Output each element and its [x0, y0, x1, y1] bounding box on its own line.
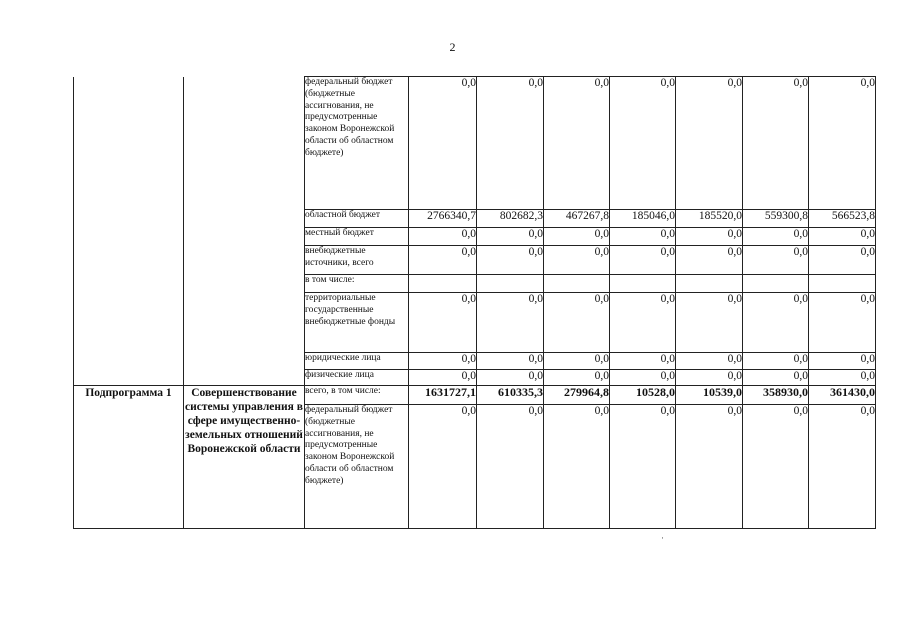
- value-cell: 185520,0: [676, 210, 743, 228]
- value-cell: 0,0: [743, 370, 809, 386]
- value-cell: 559300,8: [743, 210, 809, 228]
- value-cell: [809, 275, 876, 293]
- value-cell: 802682,3: [477, 210, 544, 228]
- scan-speck: ·: [661, 533, 664, 543]
- value-cell: 0,0: [809, 228, 876, 246]
- value-cell: 1631727,1: [409, 386, 477, 405]
- source-label: местный бюджет: [305, 228, 409, 246]
- value-cell: 0,0: [544, 246, 610, 275]
- value-cell: 0,0: [743, 77, 809, 210]
- value-cell: 0,0: [477, 293, 544, 353]
- title-cell-empty: [184, 77, 305, 386]
- value-cell: [409, 275, 477, 293]
- source-label: территориальные государственные внебюджетные фонды: [305, 293, 409, 353]
- value-cell: 0,0: [409, 228, 477, 246]
- value-cell: 10539,0: [676, 386, 743, 405]
- value-cell: 0,0: [409, 77, 477, 210]
- value-cell: 0,0: [743, 353, 809, 370]
- value-cell: 0,0: [809, 353, 876, 370]
- value-cell: 0,0: [809, 77, 876, 210]
- budget-table: [73, 76, 876, 529]
- value-cell: 0,0: [676, 353, 743, 370]
- value-cell: 10528,0: [610, 386, 676, 405]
- source-label: федеральный бюджет (бюджетные ассигнования, не предусмотренные законом Воронежской области об областном бюджете): [305, 77, 409, 210]
- value-cell: 0,0: [610, 293, 676, 353]
- value-cell: 0,0: [409, 246, 477, 275]
- value-cell: 0,0: [809, 246, 876, 275]
- value-cell: 2766340,7: [409, 210, 477, 228]
- value-cell: 0,0: [477, 246, 544, 275]
- table-row: [74, 386, 876, 405]
- source-label: юридические лица: [305, 353, 409, 370]
- value-cell: 566523,8: [809, 210, 876, 228]
- value-cell: 0,0: [409, 405, 477, 529]
- value-cell: 279964,8: [544, 386, 610, 405]
- value-cell: 0,0: [409, 293, 477, 353]
- source-label: областной бюджет: [305, 210, 409, 228]
- value-cell: [544, 275, 610, 293]
- value-cell: 0,0: [809, 405, 876, 529]
- value-cell: 0,0: [610, 370, 676, 386]
- value-cell: 0,0: [676, 370, 743, 386]
- page-number: 2: [449, 40, 456, 54]
- value-cell: 0,0: [544, 228, 610, 246]
- value-cell: 0,0: [610, 77, 676, 210]
- value-cell: 610335,3: [477, 386, 544, 405]
- value-cell: 0,0: [743, 405, 809, 529]
- value-cell: 0,0: [477, 77, 544, 210]
- value-cell: 0,0: [409, 353, 477, 370]
- value-cell: [743, 275, 809, 293]
- status-cell-empty: [74, 77, 184, 386]
- value-cell: 0,0: [809, 370, 876, 386]
- table-row: [74, 77, 876, 210]
- value-cell: 0,0: [809, 293, 876, 353]
- source-label: внебюджетные источники, всего: [305, 246, 409, 275]
- value-cell: 0,0: [676, 405, 743, 529]
- value-cell: 0,0: [477, 353, 544, 370]
- value-cell: [610, 275, 676, 293]
- value-cell: 0,0: [676, 246, 743, 275]
- value-cell: 0,0: [743, 246, 809, 275]
- value-cell: 0,0: [477, 405, 544, 529]
- value-cell: 361430,0: [809, 386, 876, 405]
- value-cell: 0,0: [544, 405, 610, 529]
- value-cell: 358930,0: [743, 386, 809, 405]
- value-cell: 467267,8: [544, 210, 610, 228]
- value-cell: 0,0: [610, 228, 676, 246]
- value-cell: 0,0: [477, 370, 544, 386]
- source-label: в том числе:: [305, 275, 409, 293]
- source-label: физические лица: [305, 370, 409, 386]
- value-cell: 0,0: [610, 405, 676, 529]
- value-cell: 185046,0: [610, 210, 676, 228]
- value-cell: 0,0: [544, 353, 610, 370]
- value-cell: 0,0: [409, 370, 477, 386]
- value-cell: 0,0: [676, 77, 743, 210]
- value-cell: 0,0: [743, 228, 809, 246]
- value-cell: [676, 275, 743, 293]
- source-label: всего, в том числе:: [305, 386, 409, 405]
- value-cell: [477, 275, 544, 293]
- value-cell: 0,0: [743, 293, 809, 353]
- subprogram-status: Подпрограмма 1: [74, 386, 184, 529]
- value-cell: 0,0: [544, 370, 610, 386]
- value-cell: 0,0: [544, 293, 610, 353]
- value-cell: 0,0: [544, 77, 610, 210]
- value-cell: 0,0: [610, 246, 676, 275]
- value-cell: 0,0: [477, 228, 544, 246]
- source-label: федеральный бюджет (бюджетные ассигнования, не предусмотренные законом Воронежской области об областном бюджете): [305, 405, 409, 529]
- value-cell: 0,0: [610, 353, 676, 370]
- value-cell: 0,0: [676, 293, 743, 353]
- value-cell: 0,0: [676, 228, 743, 246]
- subprogram-title: Совершенствование системы управления в сфере имущественно-земельных отношений Воронежской области: [184, 386, 305, 529]
